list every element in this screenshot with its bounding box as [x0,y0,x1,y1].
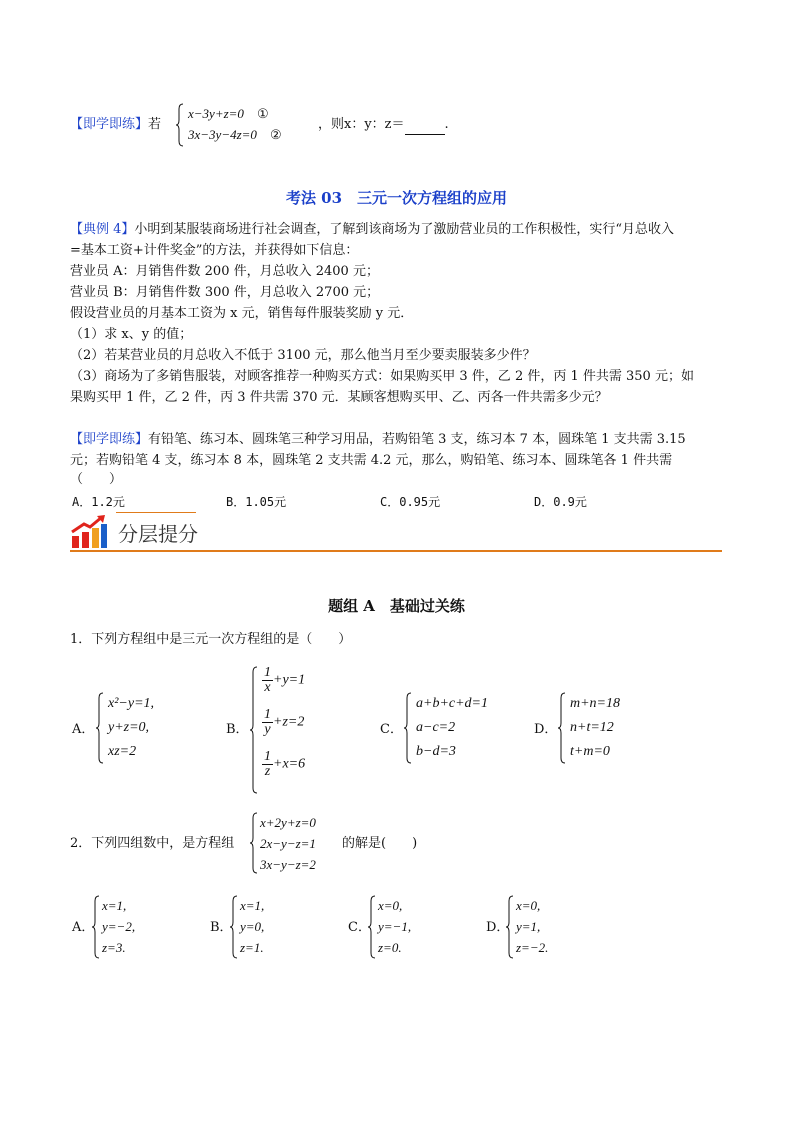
example4-tag: 【典例 4】 [70,222,135,237]
example4-line2: =基本工资+计件奖金”的方法，并获得如下信息： [70,243,359,258]
example4-line5: 假设营业员的月基本工资为 x 元，销售每件服装奖励 y 元． [70,306,414,321]
brace-icon [558,692,566,764]
practice2-option-d[interactable]: D．0.9元 [534,495,587,509]
q1-b-num2: 1 [264,707,271,722]
q2-b-z: z=1. [240,940,264,955]
q1-c-eq3: b−d=3 [416,744,456,759]
q2-stem-a: 2．下列四组数中，是方程组 [70,836,235,851]
q2-label-b[interactable]: B． [210,920,233,935]
practice2-option-c[interactable]: C．0.95元 [380,495,441,509]
q1-c-eq2: a−c=2 [416,720,456,735]
example4-line4: 营业员 B：月销售件数 300 件，月总收入 2700 元； [70,285,380,300]
brace-icon [506,895,514,959]
practice1-eq2: 3x−3y−4z=0 [188,127,257,142]
practice2-tag: 【即学即练】 [70,432,149,447]
q1-system-d [558,692,658,764]
example4-q1: （1）求 x、y 的值； [70,327,193,342]
q1-b-den1: x [264,680,271,695]
q1-c-eq1: a+b+c+d=1 [416,696,489,711]
example4-q3b: 果购买甲 1 件，乙 2 件，丙 3 件共需 370 元．某顾客想购买甲、乙、丙各一件共需多少元？ [70,390,608,405]
banner-top-line [116,512,196,513]
q2-sys-eq3: 3x−y−z=2 [260,857,316,872]
practice1-eq1: x−3y+z=0 [188,106,244,121]
q1-b-num3: 1 [264,749,271,764]
practice1-tag: 【即学即练】 [70,117,149,132]
practice1-tail: ，则x：y：z＝ [318,117,405,132]
answer-blank[interactable] [405,134,445,135]
brace-icon [230,895,238,959]
example4-q3a: （3）商场为了多销售服装，对顾客推荐一种购买方式：如果购买甲 3 件，乙 2 件，丙 1 件共需 350 元；如 [70,369,694,384]
brace-icon [96,692,104,764]
q2-option-b[interactable] [230,895,310,959]
circle-one-icon: ① [256,106,269,121]
banner-divider [70,550,722,552]
q2-label-a[interactable]: A． [72,920,95,935]
q1-system-c [404,692,524,764]
brace-icon [250,812,258,874]
q2-option-c[interactable] [368,895,448,959]
practice2-option-a[interactable]: A．1.2元 [72,495,125,509]
q2-a-y: y=−2, [102,919,136,934]
bar-chart-arrow-icon [70,514,110,550]
practice2-line3: （ ） [70,472,123,487]
practice2-option-b[interactable]: B．1.05元 [226,495,287,509]
q1-d-eq3: t+m=0 [570,744,610,759]
q1-system-b [250,666,350,794]
q2-d-z: z=−2. [516,940,549,955]
q1-d-eq2: n+t=12 [570,720,614,735]
q1-a-eq2: y+z=0, [108,720,150,735]
group-title: 题组 A 基础过关练 [328,597,465,615]
example4-line3: 营业员 A：月销售件数 200 件，月总收入 2400 元； [70,264,379,279]
q1-label-a[interactable]: A． [72,722,95,737]
q2-option-a[interactable] [92,895,172,959]
q2-b-y: y=0, [240,919,265,934]
practice1-lead: 若 [148,117,162,132]
brace-icon [404,692,412,764]
banner [70,512,722,552]
q2-a-x: x=1, [102,898,127,913]
q1-system-a [96,692,196,764]
q1-label-b[interactable]: B． [226,722,249,737]
q1-b-num1: 1 [264,665,271,680]
example4-line1: 小明到某服装商场进行社会调查，了解到该商场为了激励营业员的工作积极性，实行“月总收入 [134,222,675,237]
practice2-line1: 有铅笔、练习本、圆珠笔三种学习用品，若购铅笔 3 支，练习本 7 本，圆珠笔 1 支共需 3.15 [148,432,686,447]
q2-option-d[interactable] [506,895,586,959]
q2-sys-eq2: 2x−y−z=1 [260,836,316,851]
q2-sys-eq1: x+2y+z=0 [260,815,316,830]
q1-b-den3: z [264,764,271,779]
example4-q2: （2）若某营业员的月总收入不低于 3100 元，那么他当月至少要卖服装多少件？ [70,348,536,363]
banner-title: 分层提分 [118,522,198,546]
q1-a-eq1: x²−y=1, [108,696,155,711]
q2-c-z: z=0. [378,940,402,955]
q1-b-rest3: +x=6 [273,756,306,772]
q1-d-eq1: m+n=18 [570,696,621,711]
q2-d-y: y=1, [516,919,541,934]
example4-line1-row [70,220,674,240]
practice2-line2: 元；若购铅笔 4 支，练习本 8 本，圆珠笔 2 支共需 4.2 元，那么，购铅笔、练习本、圆珠笔各 1 件共需 [70,453,673,468]
q1-label-c[interactable]: C． [380,722,403,737]
q2-d-x: x=0, [516,898,541,913]
brace-icon [176,103,184,147]
q1-b-rest1: +y=1 [273,672,306,688]
q2-b-x: x=1, [240,898,265,913]
q2-c-y: y=−1, [378,919,412,934]
practice1-row [70,115,161,135]
q2-label-d[interactable]: D． [486,920,510,935]
practice1-tail-row [318,115,449,135]
practice2-line1-row [70,430,686,450]
q2-stem-b: 的解是( ) [342,836,418,851]
q2-a-z: z=3. [102,940,126,955]
q2-system [250,812,340,874]
practice1-end: . [444,117,449,132]
circle-two-icon: ② [269,127,282,142]
practice1-system [176,103,316,147]
brace-icon [368,895,376,959]
q1-b-den2: y [264,722,271,737]
brace-icon [250,666,258,794]
q2-label-c[interactable]: C． [348,920,371,935]
q1-b-rest2: +z=2 [273,714,305,730]
section-title: 考法 03 三元一次方程组的应用 [285,189,508,207]
q2-c-x: x=0, [378,898,403,913]
q1-label-d[interactable]: D． [534,722,558,737]
q1-a-eq3: xz=2 [108,744,137,759]
q1-stem: 1．下列方程组中是三元一次方程组的是（ ） [70,632,352,647]
brace-icon [92,895,100,959]
